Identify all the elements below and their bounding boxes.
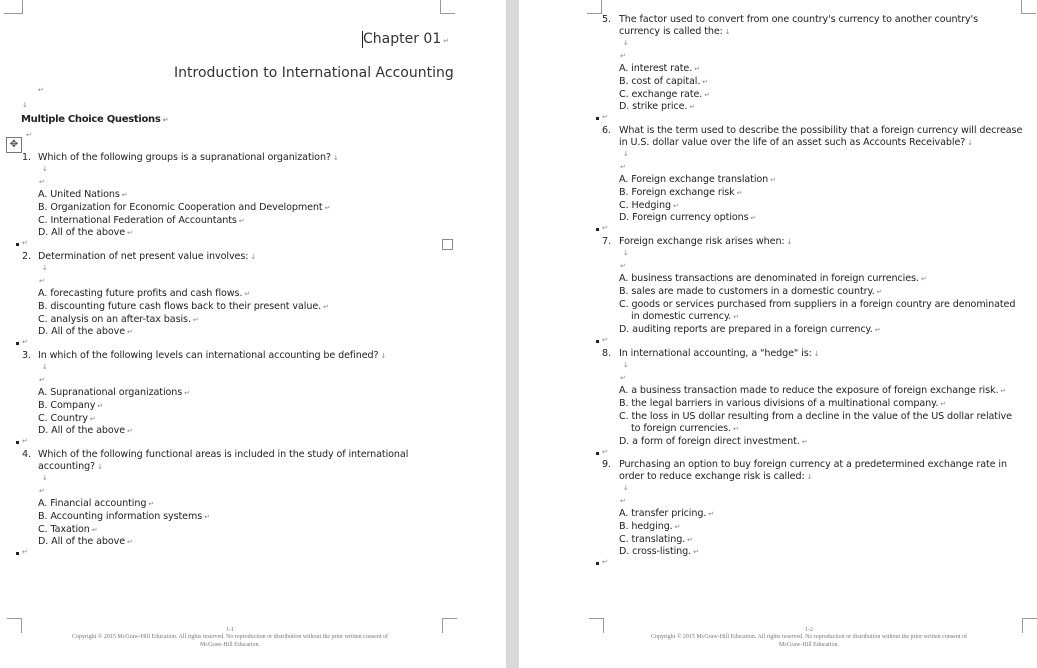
paragraph-mark: ↓	[42, 165, 48, 173]
question-number: 4.	[22, 449, 31, 460]
paragraph-mark: ↓	[623, 484, 629, 492]
table-resize-handle[interactable]	[442, 239, 453, 250]
question-text[interactable]: What is the term used to describe the possibility that a foreign currency will decrease	[619, 125, 1023, 136]
margin-corner-mark	[7, 618, 22, 633]
question-text[interactable]: Purchasing an option to buy foreign currency at a predetermined exchange rate in	[619, 459, 1007, 470]
paragraph-mark: ↵	[940, 399, 947, 408]
paragraph-mark: ↓	[97, 463, 103, 471]
document-page-2	[519, 0, 1037, 668]
paragraph-mark: ↵	[602, 558, 608, 567]
paragraph-mark: ↵	[876, 287, 883, 296]
table-move-handle-icon[interactable]: ✥	[6, 137, 22, 153]
paragraph-bullet	[596, 228, 599, 231]
question-number: 8.	[602, 348, 611, 359]
margin-corner-mark	[589, 618, 604, 633]
paragraph-mark: ↵	[89, 414, 96, 423]
answer-option[interactable]: C. translating. ↵	[619, 533, 693, 545]
answer-option[interactable]: A. forecasting future profits and cash flows. ↵	[38, 288, 251, 299]
paragraph-mark: ↵	[801, 438, 808, 447]
margin-corner-mark	[1021, 0, 1036, 14]
paragraph-mark: ↵	[620, 497, 626, 505]
question-text[interactable]: currency is called the: ↓	[619, 26, 731, 37]
paragraph-mark: ↵	[602, 224, 608, 233]
section-heading[interactable]: Multiple Choice Questions ↵	[21, 114, 169, 125]
question-text[interactable]: accounting? ↓	[38, 461, 103, 472]
paragraph-mark: ↵	[733, 313, 739, 322]
paragraph-mark: ↓	[250, 253, 257, 261]
footer-copyright: Copyright © 2015 McGraw-Hill Education. All rights reserved. No reproduction or distribution without the prior written consent of McGraw-Hill Education.	[71, 634, 388, 648]
answer-option[interactable]: D. cross-listing. ↵	[619, 546, 699, 558]
paragraph-mark: ↓	[332, 154, 339, 162]
answer-option[interactable]: C. the loss in US dollar resulting from a decline in the value of the US dollar relative	[619, 410, 1012, 422]
chapter-title[interactable]: Chapter 01 ↵	[363, 31, 450, 47]
paragraph-mark: ↵	[770, 176, 776, 184]
answer-option[interactable]: D. strike price. ↵	[619, 101, 696, 113]
paragraph-mark: ↵	[323, 302, 329, 311]
answer-option[interactable]: B. Company ↵	[38, 399, 104, 411]
paragraph-mark: ↵	[750, 214, 757, 223]
paragraph-mark: ↵	[736, 188, 743, 197]
paragraph-mark: ↵	[22, 338, 28, 347]
paragraph-bullet	[596, 117, 599, 120]
paragraph-bullet	[596, 340, 599, 343]
paragraph-mark: ↵	[689, 103, 696, 112]
margin-corner-mark	[4, 0, 23, 14]
page-gutter	[506, 0, 519, 668]
paragraph-bullet	[16, 243, 19, 246]
paragraph-mark: ↵	[602, 336, 608, 344]
paragraph-mark: ↵	[620, 262, 626, 270]
paragraph-mark: ↵	[704, 90, 710, 99]
answer-option[interactable]: C. Country ↵	[38, 412, 96, 424]
answer-option[interactable]: B. Accounting information systems ↵	[38, 510, 210, 522]
question-text[interactable]: In which of the following levels can international accounting be defined? ↓	[38, 350, 387, 361]
answer-option[interactable]: A. transfer pricing. ↵	[619, 508, 715, 519]
margin-corner-mark	[442, 618, 457, 633]
paragraph-mark: ↵	[148, 500, 155, 508]
paragraph-mark: ↵	[127, 538, 133, 547]
paragraph-mark: ↵	[26, 131, 32, 139]
answer-option[interactable]: B. hedging. ↵	[619, 520, 681, 532]
paragraph-mark: ↵	[204, 512, 210, 521]
paragraph-mark: ↵	[192, 315, 199, 324]
footer-copyright: Copyright © 2015 McGraw-Hill Education. All rights reserved. No reproduction or distribution without the prior written consent of McGraw-Hill Education.	[650, 634, 967, 648]
answer-option[interactable]: B. the legal barriers in various divisions of a multinational company. ↵	[619, 397, 947, 409]
paragraph-mark: ↓	[380, 352, 387, 360]
paragraph-mark: ↵	[184, 389, 190, 397]
answer-option[interactable]: D. All of the above ↵	[38, 536, 133, 548]
paragraph-mark: ↓	[623, 249, 629, 257]
question-text[interactable]: order to reduce exchange risk is called: ↓	[619, 471, 813, 482]
paragraph-mark: ↵	[22, 548, 28, 557]
paragraph-mark: ↵	[38, 86, 44, 94]
paragraph-mark: ↵	[693, 548, 699, 557]
answer-option[interactable]: A. United Nations ↵	[38, 189, 128, 200]
page-number: 1-2	[805, 627, 813, 633]
answer-option[interactable]: B. Organization for Economic Cooperation and Development ↵	[38, 201, 331, 213]
paragraph-bullet	[596, 452, 599, 455]
paragraph-mark: ↵	[238, 216, 245, 225]
paragraph-mark: ↵	[674, 522, 681, 531]
answer-option[interactable]: D. All of the above ↵	[38, 326, 133, 338]
paragraph-bullet	[596, 562, 599, 565]
margin-corner-mark	[1022, 618, 1037, 633]
answer-option[interactable]: C. International Federation of Accountants ↵	[38, 214, 245, 226]
book-title[interactable]: Introduction to International Accounting	[174, 65, 454, 81]
answer-option[interactable]: B. cost of capital. ↵	[619, 75, 709, 87]
question-text[interactable]: Determination of net present value involves: ↓	[38, 251, 257, 262]
paragraph-mark: ↓	[22, 101, 28, 109]
paragraph-mark: ↵	[127, 328, 133, 337]
question-number: 1.	[22, 152, 31, 163]
paragraph-mark: ↵	[602, 448, 608, 456]
paragraph-mark: ↵	[127, 229, 133, 238]
question-text[interactable]: Which of the following groups is a supranational organization? ↓	[38, 152, 339, 163]
paragraph-mark: ↵	[733, 425, 739, 434]
answer-option[interactable]: A. Foreign exchange translation ↵	[619, 174, 776, 185]
paragraph-mark: ↓	[786, 238, 793, 246]
question-text[interactable]: Foreign exchange risk arises when: ↓	[619, 236, 793, 247]
answer-option[interactable]: D. Foreign currency options ↵	[619, 212, 757, 224]
answer-option[interactable]: C. analysis on an after-tax basis. ↵	[38, 313, 199, 325]
paragraph-mark: ↵	[39, 376, 45, 384]
answer-option[interactable]: D. All of the above ↵	[38, 227, 133, 239]
answer-option[interactable]: A. a business transaction made to reduce the exposure of foreign exchange risk. ↵	[619, 385, 1007, 396]
paragraph-mark: ↵	[39, 487, 45, 495]
paragraph-mark: ↓	[724, 28, 731, 36]
answer-option[interactable]: A. business transactions are denominated in foreign currencies. ↵	[619, 273, 927, 284]
answer-option[interactable]: A. interest rate. ↵	[619, 63, 700, 74]
paragraph-mark: ↵	[121, 191, 128, 199]
answer-option[interactable]: D. All of the above ↵	[38, 425, 133, 437]
question-text[interactable]: In international accounting, a "hedge" is: ↓	[619, 348, 820, 359]
answer-option[interactable]: B. Foreign exchange risk ↵	[619, 186, 743, 198]
answer-option[interactable]: D. auditing reports are prepared in a foreign currency. ↵	[619, 324, 881, 336]
margin-corner-mark	[440, 0, 455, 14]
paragraph-mark: ↵	[620, 163, 626, 171]
answer-option[interactable]: C. goods or services purchased from suppliers in a foreign country are denominated	[619, 298, 1016, 310]
paragraph-mark: ↵	[22, 437, 28, 446]
paragraph-mark: ↵	[602, 113, 608, 122]
answer-option[interactable]: in domestic currency. ↵	[631, 311, 739, 323]
paragraph-mark: ↵	[1000, 387, 1007, 395]
answer-option[interactable]: C. exchange rate. ↵	[619, 88, 710, 100]
question-number: 5.	[602, 14, 611, 25]
question-number: 9.	[602, 459, 611, 470]
paragraph-bullet	[16, 441, 19, 444]
answer-option[interactable]: B. sales are made to customers in a domestic country. ↵	[619, 285, 883, 297]
paragraph-mark: ↵	[672, 201, 679, 210]
answer-option[interactable]: B. discounting future cash flows back to their present value. ↵	[38, 300, 329, 312]
document-page-1	[0, 0, 506, 668]
paragraph-mark: ↵	[127, 427, 133, 436]
answer-option[interactable]: A. Supranational organizations ↵	[38, 387, 190, 398]
answer-option[interactable]: to foreign currencies. ↵	[631, 423, 739, 435]
paragraph-bullet	[16, 342, 19, 345]
paragraph-mark: ↵	[620, 52, 626, 60]
paragraph-mark: ↓	[42, 264, 48, 272]
paragraph-mark: ↵	[920, 275, 927, 283]
answer-option[interactable]: C. Hedging ↵	[619, 199, 679, 211]
paragraph-mark: ↵	[39, 277, 45, 285]
page-number: 1-1	[226, 627, 234, 633]
answer-option[interactable]: C. Taxation ↵	[38, 523, 98, 535]
paragraph-mark: ↵	[687, 535, 693, 544]
answer-option[interactable]: D. a form of foreign direct investment. ↵	[619, 436, 808, 448]
paragraph-mark: ↵	[708, 510, 715, 518]
paragraph-mark: ↵	[97, 401, 104, 410]
paragraph-mark: ↓	[806, 473, 813, 481]
question-text[interactable]: in U.S. dollar value over the life of an asset such as Accounts Receivable? ↓	[619, 137, 974, 148]
paragraph-mark: ↓	[623, 39, 629, 47]
question-text[interactable]: Which of the following functional areas is included in the study of international	[38, 449, 409, 460]
question-number: 2.	[22, 251, 31, 262]
paragraph-mark: ↵	[874, 326, 881, 335]
question-number: 7.	[602, 236, 611, 247]
paragraph-mark: ↓	[623, 150, 629, 158]
paragraph-mark: ↵	[22, 239, 28, 248]
paragraph-mark: ↵	[694, 65, 700, 73]
margin-corner-mark	[587, 0, 602, 14]
answer-option[interactable]: A. Financial accounting ↵	[38, 498, 155, 509]
question-number: 6.	[602, 125, 611, 136]
paragraph-mark: ↓	[967, 139, 974, 147]
question-number: 3.	[22, 350, 31, 361]
paragraph-mark: ↵	[244, 290, 251, 298]
question-text[interactable]: The factor used to convert from one country's currency to another country's	[619, 14, 978, 25]
paragraph-bullet	[16, 552, 19, 555]
paragraph-mark: ↓	[623, 361, 629, 369]
paragraph-mark: ↓	[813, 350, 820, 358]
paragraph-mark: ↓	[42, 363, 48, 371]
paragraph-mark: ↵	[620, 374, 626, 382]
paragraph-mark: ↵	[324, 203, 331, 212]
paragraph-mark: ↵	[39, 178, 45, 186]
paragraph-mark: ↓	[42, 474, 48, 482]
paragraph-mark: ↵	[91, 525, 98, 534]
paragraph-mark: ↵	[702, 77, 709, 86]
